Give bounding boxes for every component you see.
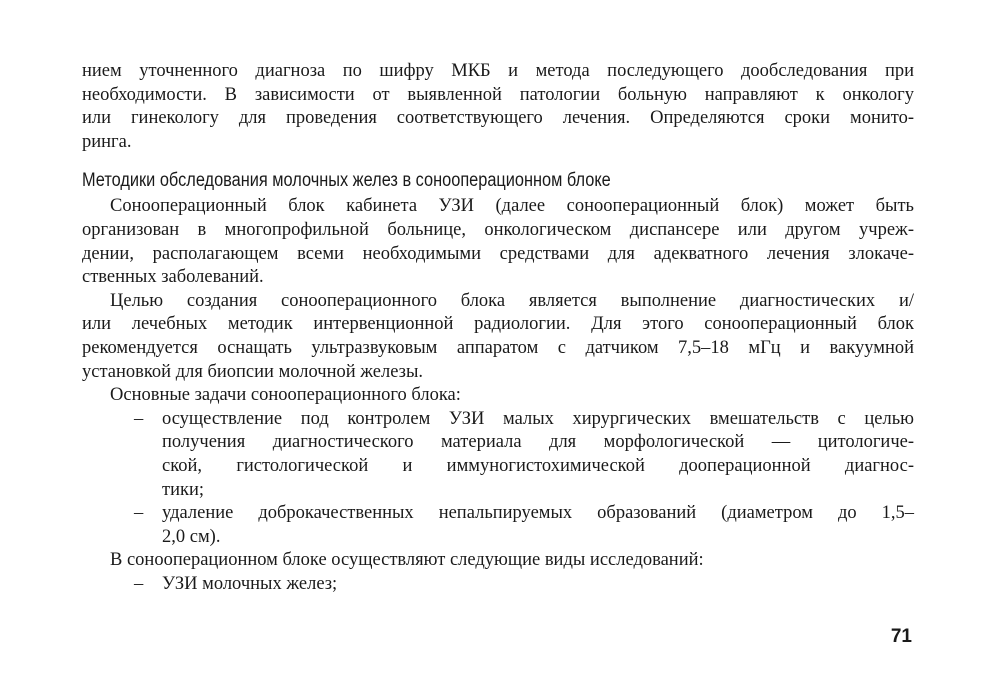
dash-bullet: –	[134, 573, 144, 594]
text-line: Сонооперационный блок кабинета УЗИ (далее сонооперационный блок) может быть	[110, 196, 914, 217]
text-line: Целью создания сонооперационного блока является выполнение диагностических и/	[110, 290, 914, 311]
text-line: получения диагностического материала для морфологической — цитологиче-	[162, 432, 914, 453]
text-line: или гинекологу для проведения соответствующего лечения. Определяются сроки монито-	[82, 108, 914, 129]
list-item-task-1	[82, 408, 914, 502]
text-line: осуществление под контролем УЗИ малых хирургических вмешательств с целью	[162, 408, 914, 429]
text-line: нием уточненного диагноза по шифру МКБ и метода последующего дообследования при	[82, 61, 914, 81]
section-heading: Методики обследования молочных желез в сонооперационном блоке	[82, 170, 611, 192]
text-line: УЗИ молочных желез;	[162, 573, 338, 594]
text-line: тики;	[162, 479, 205, 500]
paragraph-purpose	[82, 290, 914, 384]
text-line: организован в многопрофильной больнице, онкологическом диспансере или другом учреж-	[82, 219, 914, 240]
page-number: 71	[890, 626, 912, 647]
dash-bullet: –	[134, 408, 144, 429]
text-line: дении, располагающем всеми необходимыми средствами для адекватного лечения злокаче-	[82, 243, 914, 264]
text-line: рекомендуется оснащать ультразвуковым аппаратом с датчиком 7,5–18 мГц и вакуумной	[82, 337, 914, 358]
text-line: ственных заболеваний.	[82, 267, 264, 288]
text-line: или лечебных методик интервенционной радиологии. Для этого сонооперационный блок	[82, 314, 914, 335]
list-item-study-1	[82, 573, 914, 597]
text-line: 2,0 см).	[162, 526, 221, 547]
intro-paragraph	[82, 60, 914, 154]
paragraph-sono-block	[82, 195, 914, 289]
studies-intro: В сонооперационном блоке осуществляют следующие виды исследований:	[110, 550, 704, 571]
text-line: ской, гистологической и иммуногистохимической дооперационной диагнос-	[162, 455, 914, 476]
tasks-intro: Основные задачи сонооперационного блока:	[110, 385, 461, 406]
list-item-task-2	[82, 502, 914, 549]
dash-bullet: –	[134, 503, 144, 524]
text-line: установкой для биопсии молочной железы.	[82, 361, 424, 382]
page-body	[82, 60, 914, 596]
text-line: удаление доброкачественных непальпируемых образований (диаметром до 1,5–	[162, 503, 914, 524]
text-line: необходимости. В зависимости от выявленной патологии больную направляют к онкологу	[82, 84, 914, 105]
text-line: ринга.	[82, 131, 132, 152]
